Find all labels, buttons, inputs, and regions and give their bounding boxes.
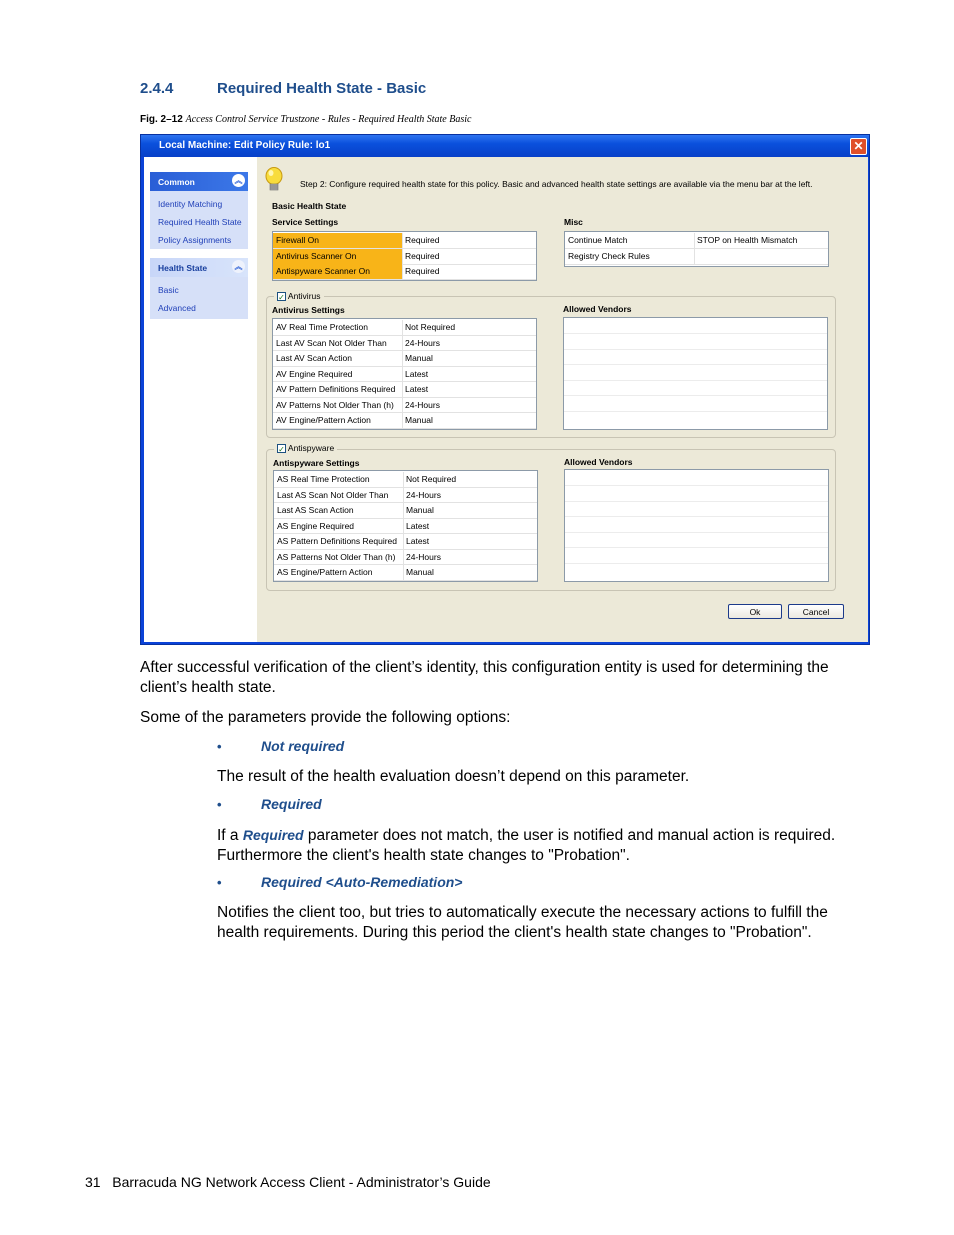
nav-item-policy-assignments[interactable]: Policy Assignments — [158, 235, 232, 245]
table-row[interactable] — [273, 351, 536, 367]
antispyware-checkbox-label: Antispyware — [287, 443, 335, 453]
table-row[interactable] — [274, 472, 537, 488]
option-not-required: Not required — [261, 738, 345, 754]
table-row[interactable] — [565, 249, 828, 265]
table-row[interactable] — [274, 565, 537, 581]
option-auto-remediation-description — [217, 903, 877, 943]
nav-group-common[interactable] — [150, 172, 248, 191]
figure-caption-text: Access Control Service Trustzone - Rules - Required Health State Basic — [185, 114, 472, 125]
nav-item-advanced[interactable]: Advanced — [158, 303, 196, 313]
ok-button[interactable]: Ok — [728, 604, 782, 619]
nav-group-common-body — [150, 191, 248, 249]
setting-name: Registry Check Rules — [565, 249, 695, 264]
setting-name: AS Pattern Definitions Required — [274, 534, 404, 549]
setting-name: Firewall On — [273, 233, 403, 248]
setting-name: Antivirus Scanner On — [273, 249, 403, 264]
nav-group-health-state-label: Health State — [158, 263, 208, 273]
close-icon[interactable]: ✕ — [850, 138, 867, 155]
setting-value: 24-Hours — [406, 489, 441, 500]
required-desc-prefix: If a — [217, 827, 239, 844]
setting-name: Antispyware Scanner On — [273, 264, 403, 279]
table-row[interactable] — [273, 233, 536, 249]
service-settings-label: Service Settings — [272, 217, 339, 227]
setting-value: 24-Hours — [405, 399, 440, 410]
table-row[interactable] — [273, 413, 536, 429]
auto-remediation-line2: health requirements. During this period the client's health state changes to "Probation". — [217, 924, 812, 941]
setting-value: Latest — [405, 368, 429, 379]
antivirus-checkbox-label: Antivirus — [287, 291, 321, 301]
nav-item-identity-matching[interactable]: Identity Matching — [158, 199, 223, 209]
antispyware-checkbox-row[interactable] — [274, 443, 337, 453]
step-instructions: Step 2: Configure required health state for this policy. Basic and advanced health state settings are available via the menu bar at the left. — [300, 179, 813, 189]
setting-name: AS Real Time Protection — [274, 472, 404, 487]
setting-name: AV Real Time Protection — [273, 320, 403, 335]
antispyware-vendors-list[interactable] — [564, 469, 829, 582]
setting-value: Required — [405, 266, 440, 276]
setting-value: Required — [405, 251, 440, 261]
antivirus-allowed-vendors-label: Allowed Vendors — [563, 304, 632, 314]
collapse-icon[interactable]: ︽ — [232, 260, 245, 273]
auto-remediation-line1: Notifies the client too, but tries to automatically execute the necessary actions to fulfill the — [217, 904, 828, 921]
antivirus-settings-label: Antivirus Settings — [272, 305, 345, 315]
page-footer — [85, 1174, 491, 1190]
setting-value: Manual — [405, 353, 433, 363]
section-number: 2.4.4 — [140, 80, 174, 97]
misc-grid — [564, 231, 829, 267]
required-inline-term: Required — [242, 827, 304, 843]
antivirus-vendors-list[interactable] — [563, 317, 828, 430]
dialog-client-area — [144, 157, 868, 642]
setting-value: Manual — [406, 505, 434, 515]
page-number: 31 — [85, 1174, 101, 1190]
nav-group-common-label: Common — [158, 177, 195, 187]
cancel-button[interactable]: Cancel — [788, 604, 844, 619]
collapse-icon[interactable]: ︽ — [232, 174, 245, 187]
setting-value: 24-Hours — [406, 551, 441, 562]
setting-value: Manual — [406, 567, 434, 577]
setting-name: AV Patterns Not Older Than (h) — [273, 398, 403, 413]
figure-caption — [140, 114, 471, 125]
bullet-marker: • — [217, 797, 222, 812]
setting-name: AS Patterns Not Older Than (h) — [274, 550, 404, 565]
setting-value: STOP on Health Mismatch — [697, 235, 798, 245]
paragraph-options: Some of the parameters provide the following options: — [140, 709, 511, 726]
basic-health-state-heading: Basic Health State — [272, 201, 347, 211]
setting-name: Last AV Scan Action — [273, 351, 403, 366]
dialog-titlebar — [141, 135, 869, 157]
setting-name: Last AS Scan Not Older Than — [274, 488, 404, 503]
table-row[interactable] — [273, 382, 536, 398]
antivirus-settings-grid — [272, 318, 537, 430]
lightbulb-icon — [264, 167, 284, 193]
bullet-marker: • — [217, 875, 222, 890]
setting-name: AV Engine Required — [273, 367, 403, 382]
table-row[interactable] — [274, 550, 537, 566]
antispyware-allowed-vendors-label: Allowed Vendors — [564, 457, 633, 467]
setting-name: Last AV Scan Not Older Than — [273, 336, 403, 351]
table-row[interactable] — [274, 519, 537, 535]
nav-group-health-state-body — [150, 277, 248, 319]
footer-title: Barracuda NG Network Access Client - Administrator’s Guide — [112, 1174, 491, 1190]
setting-value: Not Required — [405, 322, 456, 332]
table-row[interactable] — [274, 534, 537, 550]
table-row[interactable] — [274, 488, 537, 504]
setting-value: Manual — [405, 415, 433, 425]
figure-label: Fig. 2–12 — [140, 114, 183, 125]
dialog-title: Local Machine: Edit Policy Rule: lo1 — [159, 140, 331, 151]
nav-item-basic[interactable]: Basic — [158, 285, 179, 295]
option-required: Required — [261, 796, 322, 812]
antivirus-checkbox[interactable]: ✓ — [278, 293, 285, 303]
option-required-description — [217, 825, 877, 866]
setting-value: Required — [405, 235, 440, 245]
setting-name: Last AS Scan Action — [274, 503, 404, 518]
table-row[interactable] — [274, 503, 537, 519]
setting-name: AV Pattern Definitions Required — [273, 382, 403, 397]
service-settings-grid — [272, 231, 537, 281]
setting-name: AS Engine/Pattern Action — [274, 565, 404, 580]
setting-value: Latest — [406, 536, 430, 546]
bullet-marker: • — [217, 739, 222, 754]
section-title: Required Health State - Basic — [217, 80, 427, 97]
nav-group-health-state[interactable] — [150, 258, 248, 277]
table-row[interactable] — [273, 336, 536, 352]
option-required-auto-remediation: Required <Auto-Remediation> — [261, 874, 463, 890]
table-row[interactable] — [273, 249, 536, 265]
table-row[interactable] — [273, 398, 536, 414]
setting-name: Continue Match — [565, 233, 695, 248]
required-desc-line2: Furthermore the client's health state changes to "Probation". — [217, 847, 630, 864]
nav-item-required-health-state[interactable]: Required Health State — [158, 217, 242, 227]
setting-value: Not Required — [406, 474, 457, 484]
edit-policy-rule-dialog — [140, 134, 870, 645]
setting-name: AS Engine Required — [274, 519, 404, 534]
antivirus-checkbox-row[interactable] — [274, 291, 324, 301]
table-row[interactable] — [273, 367, 536, 383]
table-row[interactable] — [273, 320, 536, 336]
antispyware-settings-label: Antispyware Settings — [273, 458, 360, 468]
antispyware-checkbox[interactable]: ✓ — [278, 445, 285, 455]
required-desc-line1: parameter does not match, the user is notified and manual action is required. — [307, 827, 836, 844]
table-row[interactable] — [565, 233, 828, 249]
paragraph-intro: After successful verification of the client’s identity, this configuration entity is used for determining the client’s health state. — [140, 659, 829, 696]
misc-label: Misc — [564, 217, 583, 227]
setting-value: 24-Hours — [405, 337, 440, 348]
setting-value: Latest — [405, 384, 429, 394]
left-navigation-pane — [144, 157, 257, 642]
setting-value: Latest — [406, 520, 430, 531]
antispyware-settings-grid — [273, 470, 538, 582]
table-row[interactable] — [273, 264, 536, 280]
option-not-required-description: The result of the health evaluation doesn’t depend on this parameter. — [217, 768, 690, 785]
setting-name: AV Engine/Pattern Action — [273, 413, 403, 428]
